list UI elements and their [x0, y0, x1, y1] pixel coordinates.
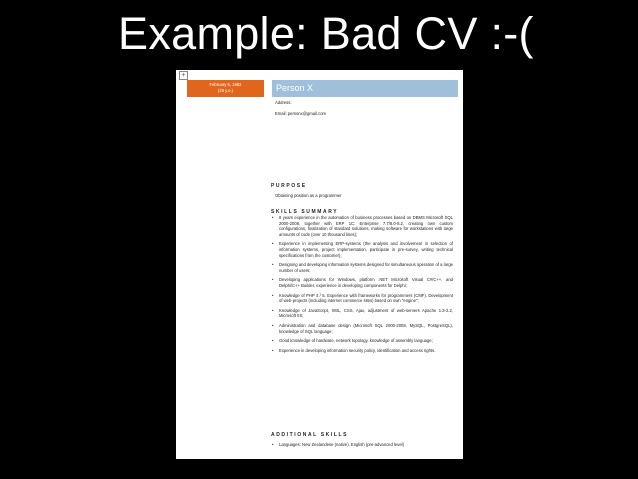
list-item: • Good knowledge of hardware, network topology, knowledge of assembly language;	[272, 338, 433, 344]
additional-skills-heading: ADDITIONAL SKILLS	[271, 432, 349, 438]
cv-document	[176, 70, 463, 459]
slide-title: Example: Bad CV :-(	[118, 8, 534, 59]
bullet-icon: •	[272, 292, 274, 298]
bullet-icon: •	[272, 277, 274, 283]
list-item: • Administration and database design (Microsoft SQL 2000-2008, MySQL, PostgreSQL), knowledge of SQL language;	[272, 322, 453, 334]
list-item: • Developing applications for Windows, platform .NET Microsoft Visual C#/C++, and Delphi/C++ Builder, experience in developing components for Delphi;	[272, 277, 453, 288]
table-move-handle-icon[interactable]: +	[179, 71, 188, 80]
date-of-birth-cell	[187, 80, 264, 97]
bullet-icon: •	[272, 215, 274, 220]
list-item: • 8 years experience in the automation of business processes based on DBMS Microsoft SQL 2000-2008, together with ERP 1C: Enterprise 7.7/8.0-8.2, creating own custom configurations, finalization of standard solutions, making software for workstations with large amounts of code (over 10 thousand lines);	[272, 215, 453, 237]
person-name: Person X	[276, 83, 314, 93]
bullet-icon: •	[272, 241, 274, 247]
list-item: • Languages: New Zeelandese (native), English (pre-advanced level)	[272, 442, 404, 447]
skills-list	[271, 215, 453, 357]
email-field: Email: personx@gmail.com	[275, 111, 327, 116]
additional-skills-list	[271, 442, 453, 448]
birth-date: February 6, 1982	[209, 82, 242, 87]
list-item: • Knowledge of PHP 4 / 5. Experience with frameworks for programmers (CMF). Development of web-projects (including internet commerce sites) based on own "engine";	[272, 292, 453, 304]
purpose-heading: PURPOSE	[271, 183, 307, 189]
bullet-icon: •	[272, 338, 274, 344]
list-item: • Experience in developing information security policy, identification and access rights.	[272, 347, 436, 353]
name-header-cell	[272, 80, 458, 97]
bullet-icon: •	[272, 307, 274, 313]
bullet-icon: •	[272, 347, 274, 353]
bullet-icon: •	[272, 262, 274, 268]
list-item: • Experience in implementing ERP-systems (the analysis and involvement in selection of information systems, project implementation, participate in pre-survey, writing technical specifications from the customer);	[272, 241, 453, 258]
list-item: • Knowledge of JavaScript, XML, CSS, Ajax, adjustment of web-servers Apache 1.3-2.2, Microsoft IIS;	[272, 307, 453, 319]
purpose-text: Obtaining position as a programmer	[275, 193, 342, 198]
bullet-icon: •	[272, 442, 274, 447]
list-item: • Designing and developing information systems designed for simultaneous operation of a large number of users;	[272, 262, 453, 273]
age: (28 y.o.)	[217, 87, 234, 93]
skills-heading: SKILLS SUMMARY	[271, 209, 339, 215]
bullet-icon: •	[272, 322, 274, 328]
address-field: Address:	[275, 100, 292, 105]
